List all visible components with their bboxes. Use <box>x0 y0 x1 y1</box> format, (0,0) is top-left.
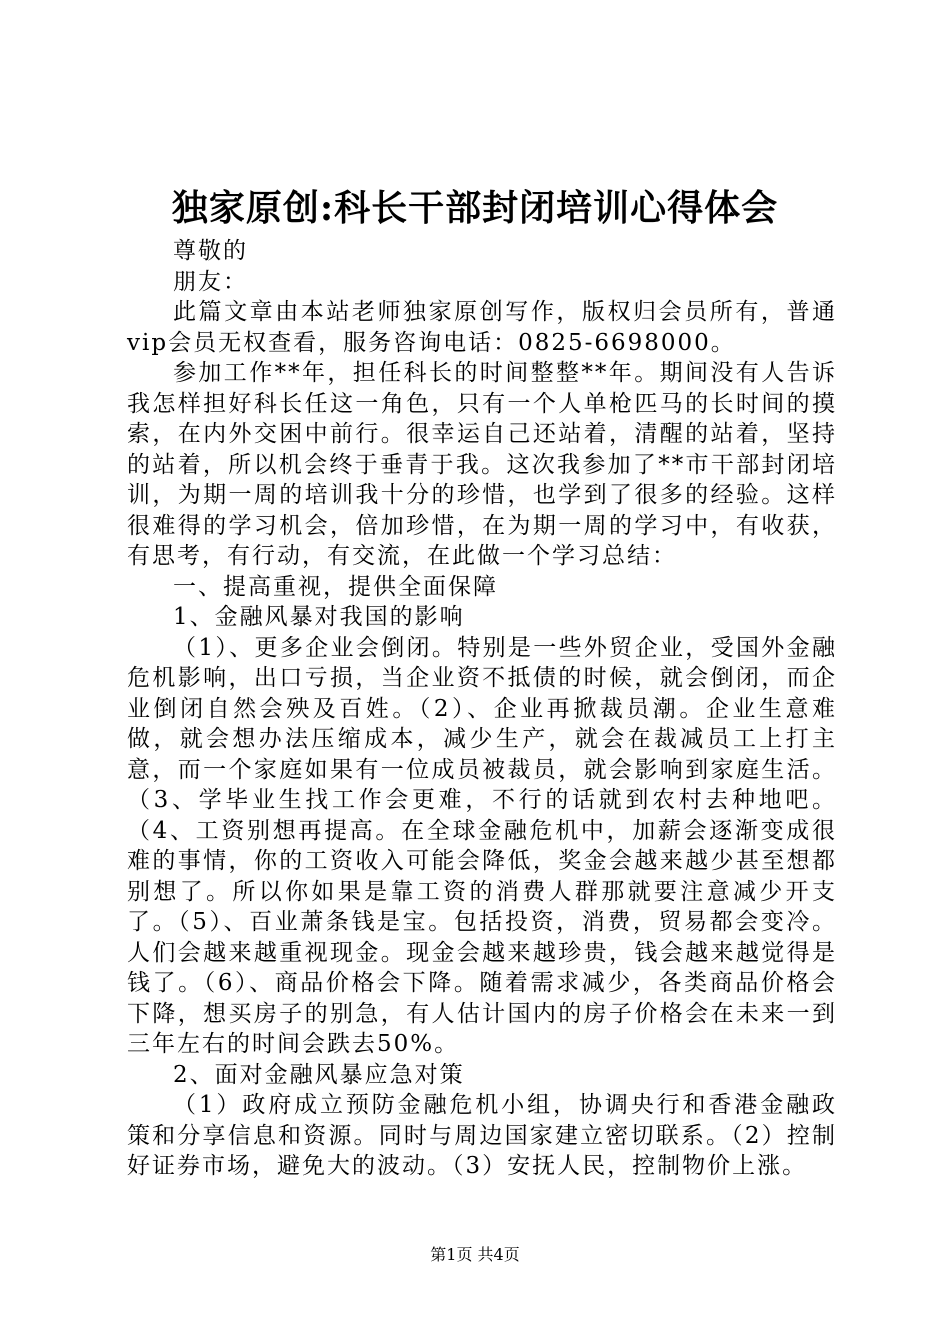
document-body <box>127 236 837 1182</box>
paragraph: （1）政府成立预防金融危机小组，协调央行和香港金融政策和分享信息和资源。同时与周边国家建立密切联系。（2）控制好证券市场，避免大的波动。（3）安抚人民，控制物价上涨。 <box>127 1092 837 1179</box>
page-footer: 第1页 共4页 <box>430 1245 520 1264</box>
subsection-heading: 1、金融风暴对我国的影响 <box>173 604 465 630</box>
paragraph: （1）、更多企业会倒闭。特别是一些外贸企业，受国外金融危机影响，出口亏损，当企业资不抵债的时候，就会倒闭，而企业倒闭自然会殃及百姓。（2）、企业再掀裁员潮。企业生意难做，就会想办法压缩成本，减少生产，就会在裁减员工上打主意，而一个家庭如果有一位成员被裁员，就会影响到家庭生活。（3、学毕业生找工作会更难，不行的话就到农村去种地吧。（4、工资别想再提高。在全球金融危机中，加薪会逐渐变成很难的事情，你的工资收入可能会降低，奖金会越来越少甚至想都别想了。所以你如果是靠工资的消费人群那就要注意减少开支了。（5）、百业萧条钱是宝。包括投资，消费，贸易都会变冷。人们会越来越重视现金。现金会越来越珍贵，钱会越来越觉得是钱了。（6）、商品价格会下降。随着需求减少，各类商品价格会下降，想买房子的别急，有人估计国内的房子价格会在未来一到三年左右的时间会跌去50%。 <box>127 634 837 1057</box>
section-heading: 一、提高重视，提供全面保障 <box>173 573 498 600</box>
paragraph: 此篇文章由本站老师独家原创写作，版权归会员所有，普通vip会员无权查看，服务咨询电话：0825-6698000。 <box>127 299 837 356</box>
paragraph: 参加工作**年，担任科长的时间整整**年。期间没有人告诉我怎样担好科长任这一角色，只有一个人单枪匹马的长时间的摸索，在内外交困中前行。很幸运自己还站着，清醒的站着，坚持的站着，所以机会终于垂青于我。这次我参加了**市干部封闭培训，为期一周的培训我十分的珍惜，也学到了很多的经验。这样很难得的学习机会，倍加珍惜，在为期一周的学习中，有收获，有思考，有行动，有交流，在此做一个学习总结： <box>127 360 837 569</box>
subsection-heading: 2、面对金融风暴应急对策 <box>173 1061 465 1088</box>
document-title: 独家原创:科长干部封闭培训心得体会 <box>171 187 779 229</box>
paragraph: 尊敬的 <box>173 238 248 264</box>
paragraph: 朋友： <box>173 268 248 295</box>
